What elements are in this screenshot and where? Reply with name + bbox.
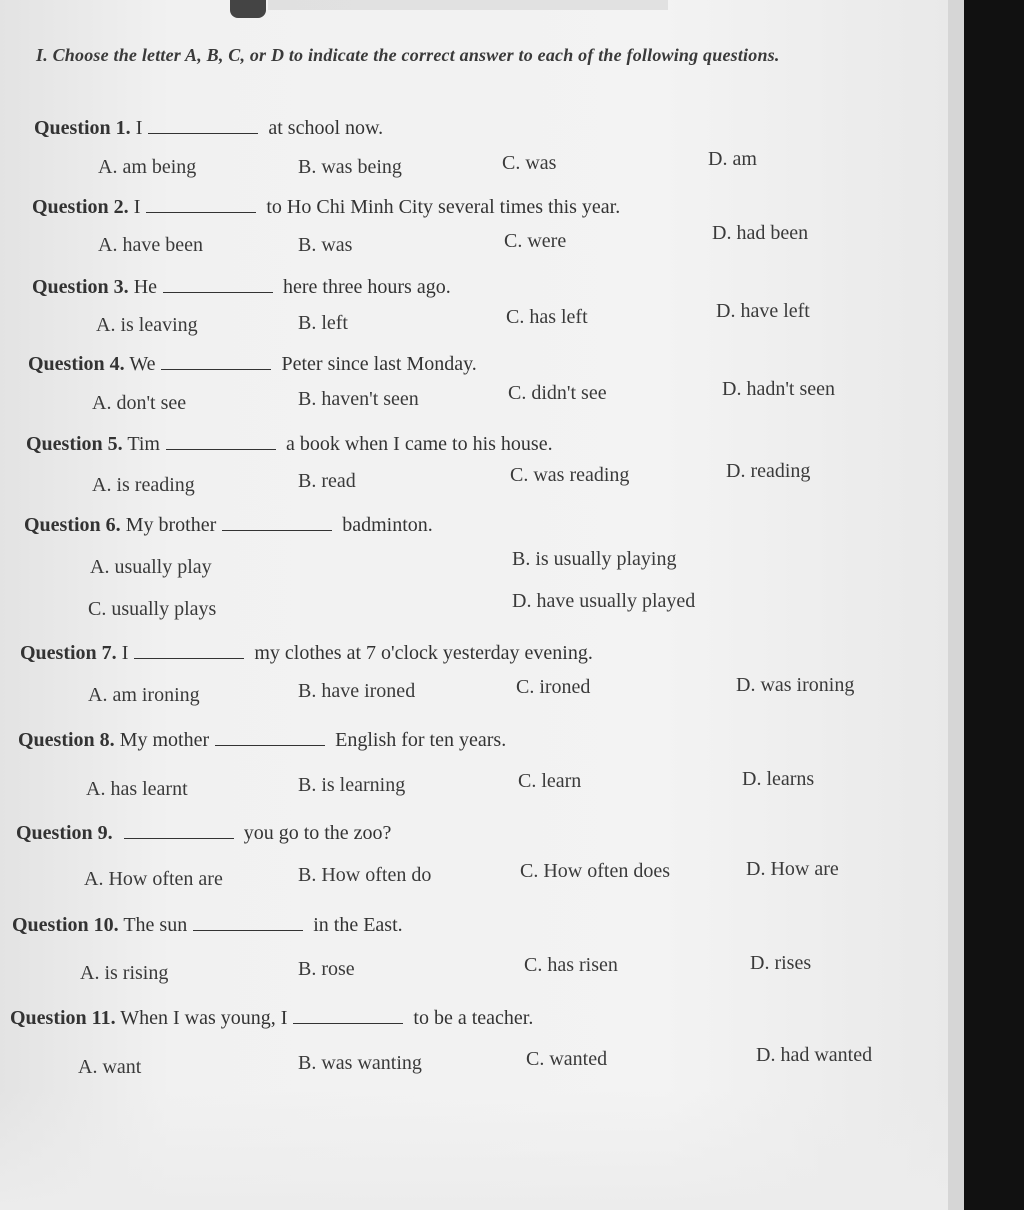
question-label: Question 11. — [10, 1007, 116, 1029]
question-label: Question 7. — [20, 642, 117, 664]
answer-blank — [166, 433, 276, 450]
answer-blank — [161, 353, 271, 370]
option-c: C. was — [502, 152, 557, 174]
question-stem-start: I — [135, 117, 143, 139]
option-d: D. have usually played — [512, 590, 696, 612]
question-label: Question 2. — [32, 196, 129, 218]
option-b: B. is usually playing — [512, 548, 677, 570]
option-c: C. ironed — [516, 676, 591, 698]
option-d: D. had wanted — [756, 1044, 873, 1066]
option-d: D. learns — [742, 768, 815, 790]
question-label: Question 3. — [32, 276, 129, 298]
option-b: B. How often do — [298, 864, 432, 886]
option-c: C. usually plays — [88, 598, 217, 620]
question-3 — [32, 276, 451, 299]
option-a: A. have been — [98, 234, 203, 256]
option-c: C. was reading — [510, 464, 630, 486]
background-surface — [964, 0, 1024, 1210]
option-d: D. reading — [726, 460, 811, 482]
option-b: B. left — [298, 312, 348, 334]
option-c: C. has left — [506, 306, 588, 328]
answer-blank — [215, 729, 325, 746]
question-label: Question 8. — [18, 729, 115, 751]
answer-blank — [222, 514, 332, 531]
option-a: A. How often are — [84, 868, 223, 890]
option-d: D. How are — [746, 858, 839, 880]
option-b: B. rose — [298, 958, 355, 980]
option-a: A. am being — [98, 156, 197, 178]
question-11 — [10, 1007, 533, 1030]
question-stem-start: I — [133, 196, 141, 218]
option-b: B. have ironed — [298, 680, 416, 702]
option-d: D. am — [708, 148, 757, 170]
question-label: Question 1. — [34, 117, 131, 139]
question-stem-start: We — [129, 353, 156, 375]
question-stem-start: My brother — [125, 514, 217, 536]
question-1 — [34, 117, 383, 140]
question-label: Question 10. — [12, 914, 119, 936]
question-stem-end: to Ho Chi Minh City several times this year. — [266, 196, 621, 218]
page-header-strip — [268, 0, 668, 10]
answer-blank — [148, 117, 258, 134]
question-stem-start: My mother — [119, 729, 210, 751]
option-c: C. were — [504, 230, 567, 252]
answer-blank — [146, 196, 256, 213]
question-stem-end: my clothes at 7 o'clock yesterday evening. — [254, 642, 593, 664]
option-c: C. How often does — [520, 860, 670, 882]
answer-blank — [293, 1007, 403, 1024]
option-d: D. hadn't seen — [722, 378, 836, 400]
option-a: A. am ironing — [88, 684, 200, 706]
option-c: C. didn't see — [508, 382, 607, 404]
question-2 — [32, 196, 620, 219]
option-c: C. learn — [518, 770, 582, 792]
question-stem-start: Tim — [127, 433, 160, 455]
option-b: B. haven't seen — [298, 388, 419, 410]
question-10 — [12, 914, 403, 937]
option-a: A. has learnt — [86, 778, 188, 800]
question-6 — [24, 514, 433, 537]
question-stem-end: to be a teacher. — [413, 1007, 534, 1029]
option-d: D. rises — [750, 952, 812, 974]
question-stem-start: When I was young, I — [120, 1007, 288, 1029]
option-c: C. wanted — [526, 1048, 608, 1070]
answer-blank — [193, 914, 303, 931]
option-d: D. had been — [712, 222, 809, 244]
question-9 — [16, 822, 391, 845]
option-b: B. is learning — [298, 774, 406, 796]
option-a: A. is reading — [92, 474, 195, 496]
option-a: A. is rising — [80, 962, 169, 984]
option-a: A. is leaving — [96, 314, 198, 336]
question-stem-start: The sun — [123, 914, 188, 936]
option-c: C. has risen — [524, 954, 618, 976]
option-b: B. was — [298, 234, 353, 256]
question-stem-start: I — [121, 642, 129, 664]
question-stem-end: you go to the zoo? — [243, 822, 392, 844]
option-b: B. read — [298, 470, 356, 492]
question-label: Question 6. — [24, 514, 121, 536]
question-stem-end: here three hours ago. — [283, 276, 451, 298]
question-label: Question 5. — [26, 433, 123, 455]
question-stem-end: badminton. — [342, 514, 433, 536]
option-d: D. was ironing — [736, 674, 855, 696]
answer-blank — [124, 822, 234, 839]
answer-blank — [134, 642, 244, 659]
question-5 — [26, 433, 553, 456]
page-bottom-shadow — [0, 1090, 948, 1210]
option-b: B. was being — [298, 156, 402, 178]
option-a: A. don't see — [92, 392, 187, 414]
question-stem-start: He — [133, 276, 158, 298]
question-4 — [28, 353, 477, 376]
option-d: D. have left — [716, 300, 810, 322]
question-stem-end: Peter since last Monday. — [281, 353, 477, 375]
page-edge — [948, 0, 964, 1210]
question-stem-end: in the East. — [313, 914, 403, 936]
binder-clip — [230, 0, 266, 18]
question-label: Question 9. — [16, 822, 113, 844]
question-stem-end: English for ten years. — [335, 729, 507, 751]
exercise-instruction: I. Choose the letter A, B, C, or D to indicate the correct answer to each of the following questions. — [36, 45, 780, 65]
question-8 — [18, 729, 506, 752]
option-a: A. usually play — [90, 556, 212, 578]
option-a: A. want — [78, 1056, 142, 1078]
question-stem-end: at school now. — [268, 117, 384, 139]
question-label: Question 4. — [28, 353, 125, 375]
question-7 — [20, 642, 593, 665]
option-b: B. was wanting — [298, 1052, 422, 1074]
question-stem-end: a book when I came to his house. — [285, 433, 553, 455]
answer-blank — [163, 276, 273, 293]
